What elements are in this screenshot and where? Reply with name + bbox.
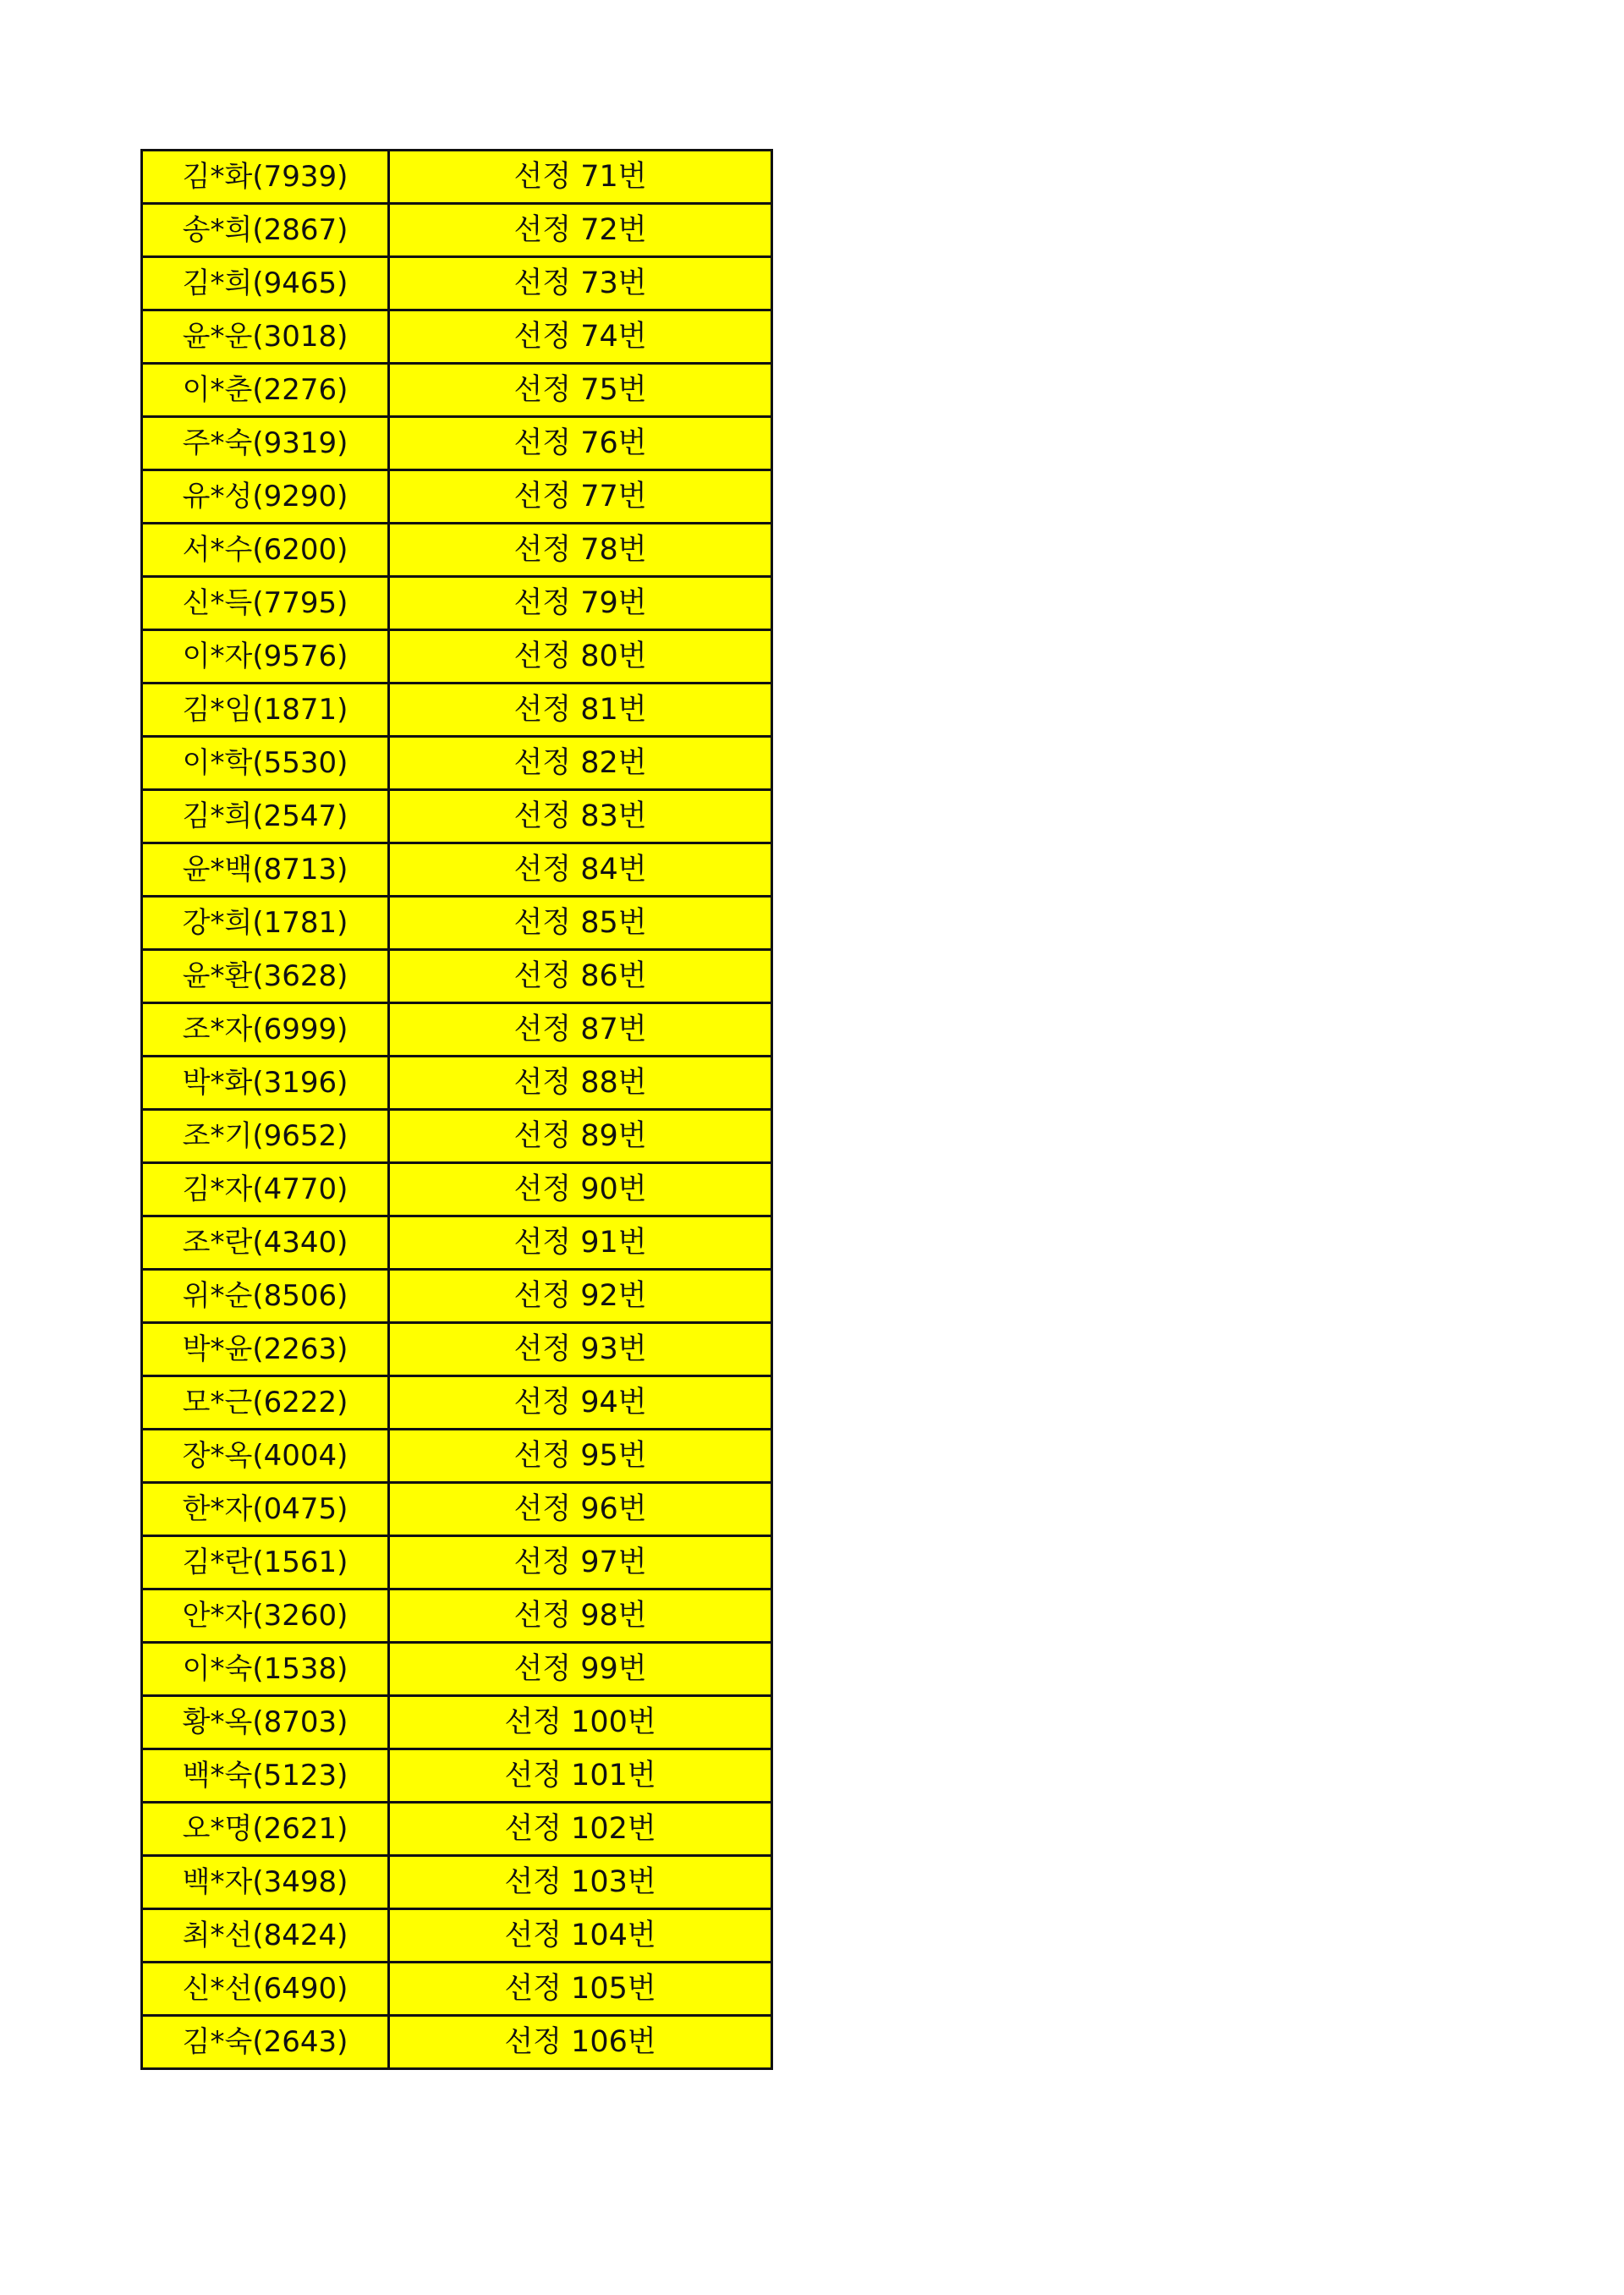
applicant-cell: 위*순(8506) (142, 1270, 389, 1323)
table-row (142, 1536, 772, 1589)
selection-rank-cell: 선정 74번 (389, 310, 772, 364)
table-row (142, 151, 772, 204)
selection-rank-cell: 선정 99번 (389, 1643, 772, 1696)
applicant-cell: 강*희(1781) (142, 897, 389, 950)
applicant-cell: 조*자(6999) (142, 1003, 389, 1057)
selection-rank-cell: 선정 101번 (389, 1749, 772, 1803)
selection-table-body (142, 151, 772, 2069)
table-row (142, 1483, 772, 1536)
selection-rank-cell: 선정 85번 (389, 897, 772, 950)
applicant-cell: 신*선(6490) (142, 1963, 389, 2016)
table-row (142, 1376, 772, 1430)
applicant-cell: 윤*환(3628) (142, 950, 389, 1003)
selection-table (140, 149, 773, 2070)
applicant-cell: 김*란(1561) (142, 1536, 389, 1589)
selection-rank-cell: 선정 83번 (389, 790, 772, 843)
selection-rank-cell: 선정 80번 (389, 630, 772, 684)
selection-rank-cell: 선정 86번 (389, 950, 772, 1003)
table-row (142, 417, 772, 470)
selection-rank-cell: 선정 100번 (389, 1696, 772, 1749)
applicant-cell: 이*숙(1538) (142, 1643, 389, 1696)
selection-rank-cell: 선정 92번 (389, 1270, 772, 1323)
table-row (142, 1216, 772, 1270)
applicant-cell: 송*희(2867) (142, 204, 389, 257)
selection-rank-cell: 선정 90번 (389, 1163, 772, 1216)
table-row (142, 1110, 772, 1163)
applicant-cell: 이*춘(2276) (142, 364, 389, 417)
applicant-cell: 김*화(7939) (142, 151, 389, 204)
table-row (142, 310, 772, 364)
applicant-cell: 오*명(2621) (142, 1803, 389, 1856)
applicant-cell: 백*숙(5123) (142, 1749, 389, 1803)
table-row (142, 364, 772, 417)
table-row (142, 843, 772, 897)
applicant-cell: 김*자(4770) (142, 1163, 389, 1216)
table-row (142, 1909, 772, 1963)
applicant-cell: 주*숙(9319) (142, 417, 389, 470)
table-row (142, 1803, 772, 1856)
table-row (142, 1430, 772, 1483)
table-row (142, 897, 772, 950)
applicant-cell: 조*기(9652) (142, 1110, 389, 1163)
applicant-cell: 김*숙(2643) (142, 2016, 389, 2069)
applicant-cell: 이*학(5530) (142, 737, 389, 790)
selection-rank-cell: 선정 82번 (389, 737, 772, 790)
table-row (142, 790, 772, 843)
selection-rank-cell: 선정 102번 (389, 1803, 772, 1856)
selection-rank-cell: 선정 103번 (389, 1856, 772, 1909)
selection-rank-cell: 선정 96번 (389, 1483, 772, 1536)
table-row (142, 577, 772, 630)
table-row (142, 1270, 772, 1323)
selection-rank-cell: 선정 81번 (389, 684, 772, 737)
applicant-cell: 김*임(1871) (142, 684, 389, 737)
table-row (142, 1589, 772, 1643)
table-row (142, 1057, 772, 1110)
selection-rank-cell: 선정 87번 (389, 1003, 772, 1057)
table-row (142, 1003, 772, 1057)
applicant-cell: 장*옥(4004) (142, 1430, 389, 1483)
selection-rank-cell: 선정 106번 (389, 2016, 772, 2069)
table-row (142, 1163, 772, 1216)
selection-rank-cell: 선정 94번 (389, 1376, 772, 1430)
table-row (142, 524, 772, 577)
selection-rank-cell: 선정 73번 (389, 257, 772, 310)
applicant-cell: 한*자(0475) (142, 1483, 389, 1536)
table-row (142, 1963, 772, 2016)
applicant-cell: 박*윤(2263) (142, 1323, 389, 1376)
selection-rank-cell: 선정 77번 (389, 470, 772, 524)
table-row (142, 737, 772, 790)
table-row (142, 470, 772, 524)
selection-rank-cell: 선정 97번 (389, 1536, 772, 1589)
selection-rank-cell: 선정 71번 (389, 151, 772, 204)
table-row (142, 1696, 772, 1749)
selection-rank-cell: 선정 104번 (389, 1909, 772, 1963)
applicant-cell: 유*성(9290) (142, 470, 389, 524)
table-row (142, 1323, 772, 1376)
selection-rank-cell: 선정 91번 (389, 1216, 772, 1270)
applicant-cell: 박*화(3196) (142, 1057, 389, 1110)
applicant-cell: 최*선(8424) (142, 1909, 389, 1963)
selection-rank-cell: 선정 95번 (389, 1430, 772, 1483)
table-row (142, 1643, 772, 1696)
selection-rank-cell: 선정 105번 (389, 1963, 772, 2016)
applicant-cell: 서*수(6200) (142, 524, 389, 577)
selection-rank-cell: 선정 93번 (389, 1323, 772, 1376)
applicant-cell: 윤*운(3018) (142, 310, 389, 364)
applicant-cell: 조*란(4340) (142, 1216, 389, 1270)
selection-rank-cell: 선정 89번 (389, 1110, 772, 1163)
applicant-cell: 안*자(3260) (142, 1589, 389, 1643)
table-row (142, 684, 772, 737)
selection-rank-cell: 선정 75번 (389, 364, 772, 417)
applicant-cell: 황*옥(8703) (142, 1696, 389, 1749)
selection-rank-cell: 선정 78번 (389, 524, 772, 577)
applicant-cell: 김*희(2547) (142, 790, 389, 843)
table-row (142, 1749, 772, 1803)
applicant-cell: 윤*백(8713) (142, 843, 389, 897)
table-row (142, 1856, 772, 1909)
applicant-cell: 백*자(3498) (142, 1856, 389, 1909)
applicant-cell: 김*희(9465) (142, 257, 389, 310)
applicant-cell: 이*자(9576) (142, 630, 389, 684)
table-row (142, 204, 772, 257)
selection-rank-cell: 선정 79번 (389, 577, 772, 630)
selection-rank-cell: 선정 72번 (389, 204, 772, 257)
table-row (142, 950, 772, 1003)
applicant-cell: 모*근(6222) (142, 1376, 389, 1430)
selection-rank-cell: 선정 76번 (389, 417, 772, 470)
table-row (142, 2016, 772, 2069)
selection-rank-cell: 선정 88번 (389, 1057, 772, 1110)
table-row (142, 630, 772, 684)
table-row (142, 257, 772, 310)
applicant-cell: 신*득(7795) (142, 577, 389, 630)
selection-rank-cell: 선정 98번 (389, 1589, 772, 1643)
selection-rank-cell: 선정 84번 (389, 843, 772, 897)
